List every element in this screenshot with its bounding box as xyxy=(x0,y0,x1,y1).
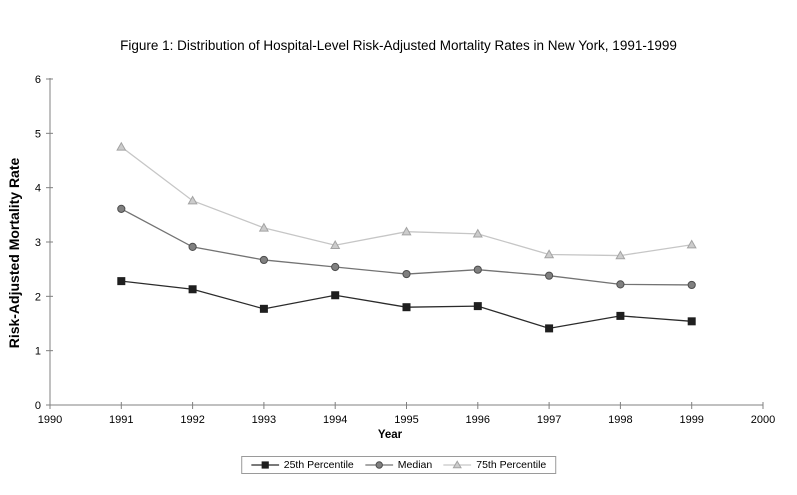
x-tick-label: 1993 xyxy=(251,414,277,426)
triangle-marker xyxy=(688,241,696,248)
legend-item-median xyxy=(365,459,432,471)
series-25th-percentile xyxy=(118,278,696,332)
legend-item-75th-percentile xyxy=(443,459,546,471)
circle-marker xyxy=(688,281,695,288)
circle-marker xyxy=(403,270,410,277)
y-tick-label: 2 xyxy=(34,291,41,304)
x-tick-label: 1997 xyxy=(536,414,562,426)
y-tick-label: 1 xyxy=(34,345,41,358)
series-median xyxy=(118,205,696,288)
x-tick-label: 1992 xyxy=(180,414,205,426)
legend-swatch-square-icon xyxy=(251,460,279,470)
y-tick-label: 3 xyxy=(34,237,41,249)
circle-marker xyxy=(260,256,267,263)
legend-swatch-circle-icon xyxy=(365,460,393,470)
y-tick-label: 0 xyxy=(34,400,41,412)
square-marker xyxy=(189,286,196,293)
square-marker xyxy=(403,304,410,311)
circle-marker xyxy=(474,266,481,273)
y-axis-title: Risk-Adjusted Mortality Rate xyxy=(6,157,22,349)
circle-marker xyxy=(189,243,196,250)
square-marker xyxy=(260,305,267,312)
circle-marker xyxy=(376,462,382,468)
circle-marker xyxy=(332,263,339,270)
x-tick-label: 1996 xyxy=(465,414,491,426)
x-tick-label: 1995 xyxy=(394,414,419,426)
square-marker xyxy=(617,312,624,319)
triangle-marker xyxy=(117,143,125,150)
x-axis-title: Year xyxy=(377,429,403,441)
x-tick-label: 1991 xyxy=(109,414,134,426)
legend xyxy=(241,456,557,474)
square-marker xyxy=(474,303,481,310)
series-line-75th-percentile xyxy=(121,147,691,256)
square-marker xyxy=(546,325,553,332)
legend-label: 75th Percentile xyxy=(476,459,547,471)
x-tick-label: 1999 xyxy=(679,414,704,426)
x-tick-label: 1994 xyxy=(322,414,348,426)
y-tick-label: 6 xyxy=(34,74,41,86)
circle-marker xyxy=(118,205,125,212)
y-tick-label: 5 xyxy=(34,128,41,141)
y-tick-label: 4 xyxy=(34,182,41,195)
circle-marker xyxy=(546,272,553,279)
x-tick-label: 2000 xyxy=(750,414,776,426)
x-tick-label: 1998 xyxy=(608,414,633,426)
legend-label: Median xyxy=(397,459,433,471)
x-tick-label: 1990 xyxy=(37,414,63,426)
square-marker xyxy=(262,462,268,468)
legend-swatch-triangle-icon xyxy=(443,460,471,470)
square-marker xyxy=(688,318,695,325)
circle-marker xyxy=(617,281,624,288)
square-marker xyxy=(118,278,125,285)
legend-label: 25th Percentile xyxy=(283,459,354,471)
series-75th-percentile xyxy=(117,143,696,259)
chart-title: Figure 1: Distribution of Hospital-Level Risk-Adjusted Mortality Rates in New York, 1991-1999 xyxy=(120,38,677,53)
square-marker xyxy=(332,292,339,299)
triangle-marker xyxy=(188,197,196,204)
legend-item-25th-percentile xyxy=(251,459,354,471)
